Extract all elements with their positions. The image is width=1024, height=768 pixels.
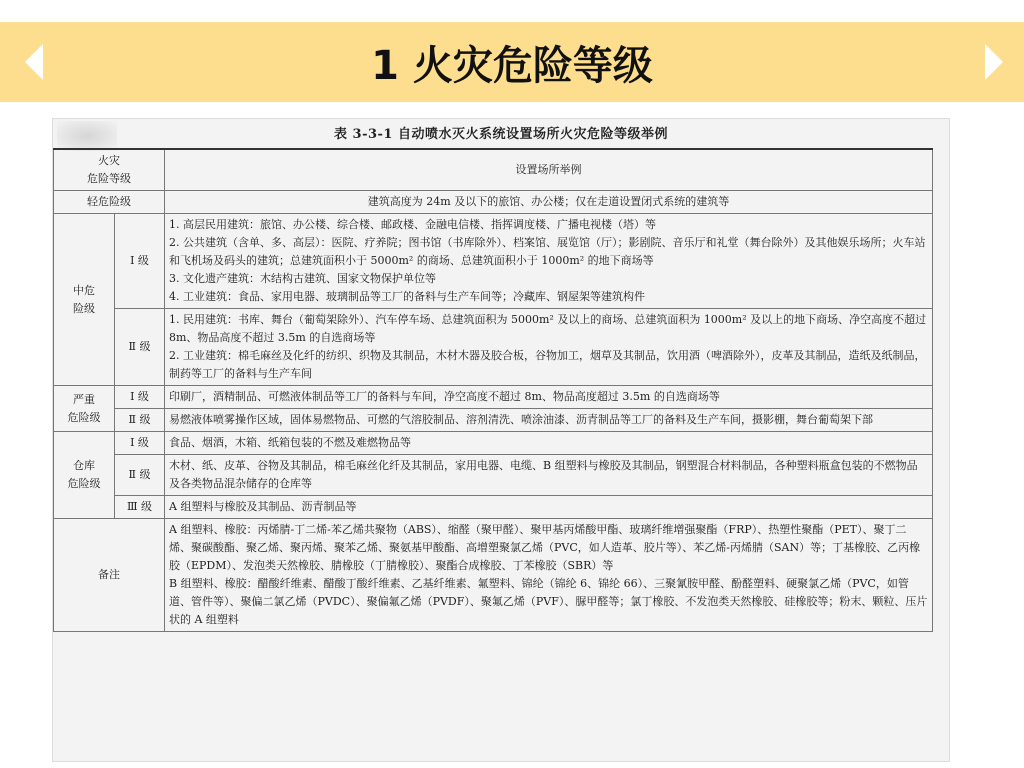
serious-level2-label: Ⅱ 级 xyxy=(115,409,165,432)
list-item: A 组塑料、橡胶：丙烯腈-丁二烯-苯乙烯共聚物（ABS）、缩醛（聚甲醛）、聚甲基丙烯酸甲酯、玻璃纤维增强聚酯（FRP）、热塑性聚酯（PET）、聚丁二烯、聚碳酸酯、聚乙烯、聚丙烯、聚苯乙烯、聚氨基甲酸酯、高增塑聚氯乙烯（PVC，如人造革、胶片等）、苯乙烯-丙烯腈（SAN）等；丁基橡胶、乙丙橡胶（EPDM）、发泡类天然橡胶、腈橡胶（丁腈橡胶）、聚酯合成橡胶、丁苯橡胶（SBR）等 xyxy=(169,523,921,572)
scanned-document xyxy=(52,118,950,762)
medium-level1-examples xyxy=(165,214,933,309)
list-item: 2. 工业建筑：棉毛麻丝及化纤的纺织、织物及其制品，木材木器及胶合板，谷物加工，烟草及其制品，饮用酒（啤酒除外），皮革及其制品，造纸及纸制品，制药等工厂的备料与生产车间 xyxy=(169,349,926,380)
notes-content xyxy=(165,519,933,632)
table-row-warehouse-3 xyxy=(54,496,933,519)
hazard-level-table xyxy=(53,148,933,632)
slide-title: 1 火灾危险等级 xyxy=(371,42,653,89)
light-label: 轻危险级 xyxy=(54,191,165,214)
serious-level1-examples: 印刷厂，酒精制品、可燃液体制品等工厂的备料与车间，净空高度不超过 8m、物品高度超过 3.5m 的自选商场等 xyxy=(165,386,933,409)
serious-level1-label: Ⅰ 级 xyxy=(115,386,165,409)
serious-label: 严重 危险级 xyxy=(54,386,115,432)
warehouse-level2-examples: 木材、纸、皮革、谷物及其制品，棉毛麻丝化纤及其制品，家用电器、电缆、B 组塑料与橡胶及其制品，钢塑混合材料制品，各种塑料瓶盒包装的不燃物品及各类物品混杂储存的仓库等 xyxy=(165,455,933,496)
table-row-notes xyxy=(54,519,933,632)
table-row-light xyxy=(54,191,933,214)
medium-label: 中危 险级 xyxy=(54,214,115,386)
warehouse-level3-examples: A 组塑料与橡胶及其制品、沥青制品等 xyxy=(165,496,933,519)
table-caption: 表 3-3-1 自动喷水灭火系统设置场所火灾危险等级举例 xyxy=(334,127,668,142)
table-row-serious-1 xyxy=(54,386,933,409)
list-item: 2. 公共建筑（含单、多、高层）：医院、疗养院；图书馆（书库除外）、档案馆、展览馆（厅）；影剧院、音乐厅和礼堂（舞台除外）及其他娱乐场所；火车站和飞机场及码头的建筑；总建筑面积小于 5000m² 的商场、总建筑面积小于 1000m² 的地下商场等 xyxy=(169,236,926,267)
table-header-row xyxy=(54,149,933,191)
title-banner xyxy=(0,22,1024,102)
medium-level1-label: Ⅰ 级 xyxy=(115,214,165,309)
header-examples: 设置场所举例 xyxy=(165,149,933,191)
list-item: 1. 民用建筑：书库、舞台（葡萄架除外）、汽车停车场、总建筑面积为 5000m² 及以上的商场、总建筑面积为 1000m² 及以上的地下商场、净空高度不超过 8m、物品高度不超过 3.5m 的自选商场等 xyxy=(169,313,927,344)
table-row-warehouse-2 xyxy=(54,455,933,496)
light-examples: 建筑高度为 24m 及以下的旅馆、办公楼；仅在走道设置闭式系统的建筑等 xyxy=(165,191,933,214)
table-row-warehouse-1 xyxy=(54,432,933,455)
header-category: 火灾 危险等级 xyxy=(54,149,165,191)
warehouse-label: 仓库 危险级 xyxy=(54,432,115,519)
table-row-medium-2 xyxy=(54,309,933,386)
table-row-serious-2 xyxy=(54,409,933,432)
list-item: B 组塑料、橡胶：醋酸纤维素、醋酸丁酸纤维素、乙基纤维素、氟塑料、锦纶（锦纶 6、锦纶 66）、三聚氰胺甲醛、酚醛塑料、硬聚氯乙烯（PVC，如管道、管件等）、聚偏二氯乙烯（PVDC）、聚偏氟乙烯（PVDF）、聚氟乙烯（PVF）、脲甲醛等；氯丁橡胶、不发泡类天然橡胶、硅橡胶等；粉末、颗粒、压片状的 A 组塑料 xyxy=(169,577,928,626)
warehouse-level1-label: Ⅰ 级 xyxy=(115,432,165,455)
warehouse-level3-label: Ⅲ 级 xyxy=(115,496,165,519)
list-item: 3. 文化遗产建筑：木结构古建筑、国家文物保护单位等 xyxy=(169,272,436,285)
next-slide-arrow-icon[interactable] xyxy=(985,44,1003,80)
warehouse-level2-label: Ⅱ 级 xyxy=(115,455,165,496)
notes-label: 备注 xyxy=(54,519,165,632)
list-item: 4. 工业建筑：食品、家用电器、玻璃制品等工厂的备料与生产车间等；冷藏库、钢屋架等建筑构件 xyxy=(169,290,645,303)
serious-level2-examples: 易燃液体喷雾操作区域，固体易燃物品、可燃的气溶胶制品、溶剂清洗、喷涂油漆、沥青制品等工厂的备料及生产车间，摄影棚，舞台葡萄架下部 xyxy=(165,409,933,432)
table-row-medium-1 xyxy=(54,214,933,309)
medium-level2-label: Ⅱ 级 xyxy=(115,309,165,386)
medium-level2-examples xyxy=(165,309,933,386)
warehouse-level1-examples: 食品、烟酒，木箱、纸箱包装的不燃及难燃物品等 xyxy=(165,432,933,455)
list-item: 1. 高层民用建筑：旅馆、办公楼、综合楼、邮政楼、金融电信楼、指挥调度楼、广播电视楼（塔）等 xyxy=(169,218,656,231)
